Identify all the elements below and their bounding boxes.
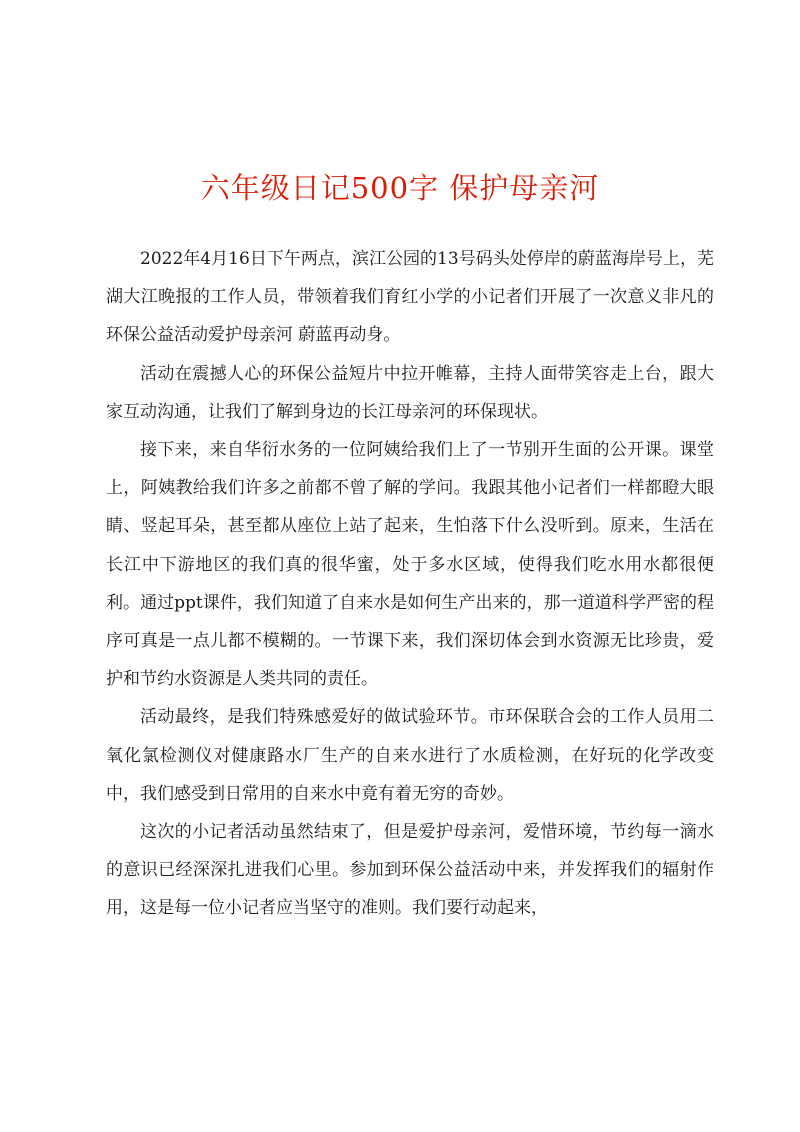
paragraph-4: 活动最终，是我们特殊感爱好的做试验环节。市环保联合会的工作人员用二氧化氯检测仪对健康路水厂生产的自来水进行了水质检测，在好玩的化学改变中，我们感受到日常用的自来水中竟有着无穷的奇妙。 [106, 707, 714, 804]
page-title: 六年级日记500字 保护母亲河 [200, 171, 600, 205]
article-body [106, 240, 714, 928]
paragraph-3: 接下来，来自华衍水务的一位阿姨给我们上了一节别开生面的公开课。课堂上，阿姨教给我们许多之前都不曾了解的学问。我跟其他小记者们一样都瞪大眼睛、竖起耳朵，甚至都从座位上站了起来，生怕落下什么没听到。原来，生活在长江中下游地区的我们真的很华蜜，处于多水区域，使得我们吃水用水都很便利。通过ppt课件，我们知道了自来水是如何生产出来的，那一道道科学严密的程序可真是一点儿都不模糊的。一节课下来，我们深切体会到水资源无比珍贵，爱护和节约水资源是人类共同的责任。 [106, 440, 714, 690]
paragraph-1: 2022年4月16日下午两点，滨江公园的13号码头处停岸的蔚蓝海岸号上，芜湖大江晚报的工作人员，带领着我们育红小学的小记者们开展了一次意义非凡的环保公益活动爱护母亲河 蔚蓝再动身。 [106, 249, 714, 346]
paragraph-2: 活动在震撼人心的环保公益短片中拉开帷幕，主持人面带笑容走上台，跟大家互动沟通，让我们了解到身边的长江母亲河的环保现状。 [106, 363, 714, 422]
paragraph-5: 这次的小记者活动虽然结束了，但是爱护母亲河，爱惜环境，节约每一滴水的意识已经深深扎进我们心里。参加到环保公益活动中来，并发挥我们的辐射作用，这是每一位小记者应当坚守的准则。我们要行动起来， [106, 822, 714, 919]
